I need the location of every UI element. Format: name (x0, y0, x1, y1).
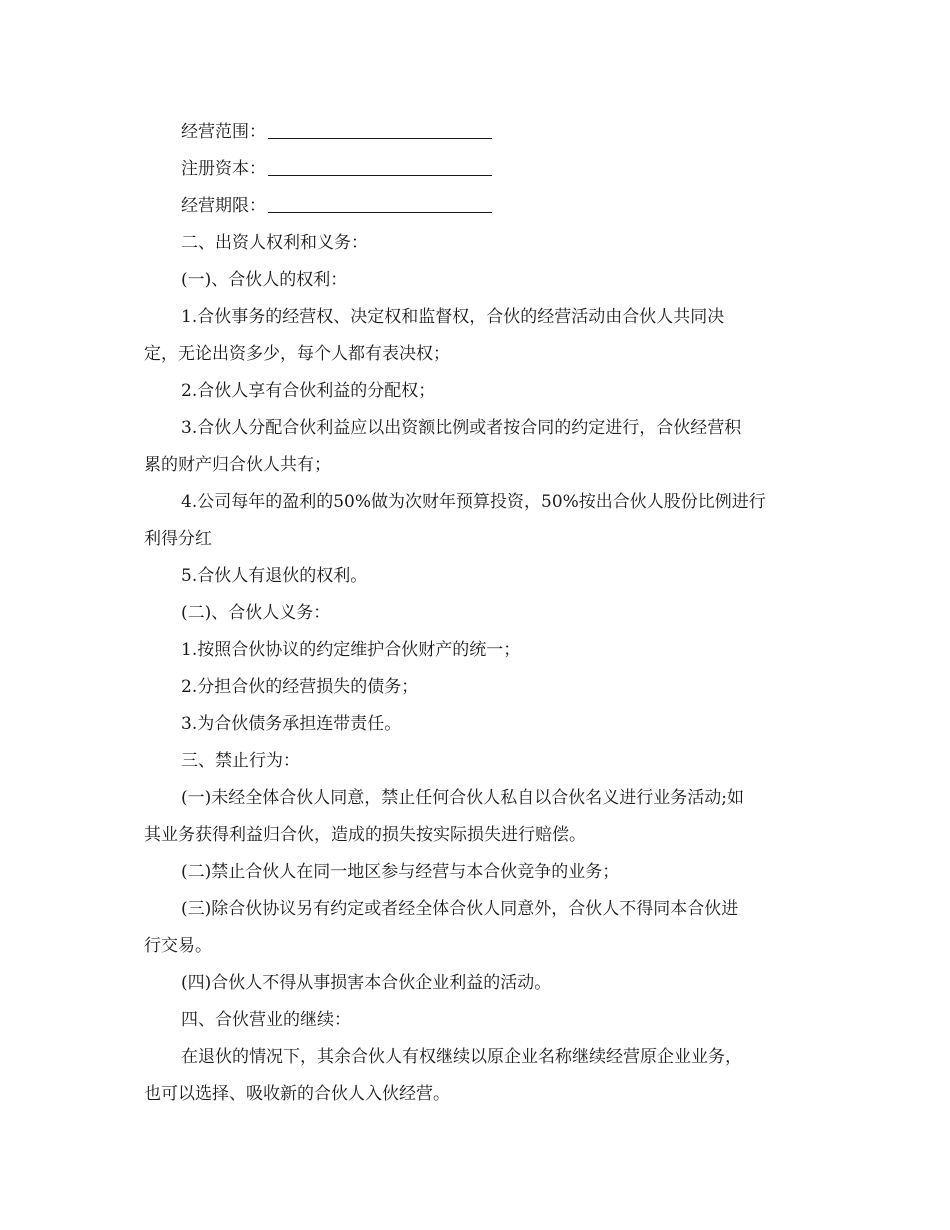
subsection-heading: (二)、合伙人义务： (181, 603, 331, 623)
paragraph-line: 行交易。 (144, 936, 212, 956)
paragraph-line: 也可以选择、吸收新的合伙人入伙经营。 (144, 1084, 450, 1104)
paragraph-line: 在退伙的情况下，其余合伙人有权继续以原企业名称继续经营原企业业务， (181, 1047, 742, 1067)
section-heading: 三、禁止行为： (181, 751, 300, 771)
field-business-term (144, 188, 861, 225)
paragraph-line: 2.合伙人享有合伙利益的分配权； (181, 381, 436, 401)
paragraph-line: (二)禁止合伙人在同一地区参与经营与本合伙竞争的业务； (181, 862, 620, 882)
field-registered-capital (144, 151, 861, 188)
paragraph-line: 利得分红 (144, 529, 212, 549)
subsection-heading: (一)、合伙人的权利： (181, 270, 348, 290)
field-label: 注册资本： (181, 159, 266, 179)
blank-line (268, 124, 492, 139)
paragraph-line: 累的财产归合伙人共有； (144, 455, 331, 475)
paragraph-line: (四)合伙人不得从事损害本合伙企业利益的活动。 (181, 973, 552, 993)
section-heading: 四、合伙营业的继续： (181, 1010, 351, 1030)
paragraph-line: 2.分担合伙的经营损失的债务； (181, 677, 419, 697)
paragraph-line: 其业务获得利益归合伙，造成的损失按实际损失进行赔偿。 (144, 825, 586, 845)
field-business-scope (144, 114, 861, 151)
field-label: 经营范围： (181, 122, 266, 142)
paragraph-line: (三)除合伙协议另有约定或者经全体合伙人同意外，合伙人不得同本合伙进 (181, 899, 739, 919)
paragraph-line: 3.合伙人分配合伙利益应以出资额比例或者按合同的约定进行，合伙经营积 (181, 418, 742, 438)
blank-line (268, 161, 492, 176)
paragraph-line: 1.按照合伙协议的约定维护合伙财产的统一； (181, 640, 521, 660)
field-label: 经营期限： (181, 196, 266, 216)
paragraph-line: 定，无论出资多少，每个人都有表决权； (144, 344, 450, 364)
paragraph-line: (一)未经全体合伙人同意，禁止任何合伙人私自以合伙名义进行业务活动;如 (181, 788, 744, 808)
paragraph-line: 4.公司每年的盈利的50%做为次财年预算投资，50%按出合伙人股份比例进行 (181, 492, 766, 512)
paragraph-line: 1.合伙事务的经营权、决定权和监督权，合伙的经营活动由合伙人共同决 (181, 307, 725, 327)
paragraph-line: 5.合伙人有退伙的权利。 (181, 566, 368, 586)
section-heading: 二、出资人权利和义务： (181, 233, 368, 253)
blank-line (268, 198, 492, 213)
paragraph-line: 3.为合伙债务承担连带责任。 (181, 714, 402, 734)
